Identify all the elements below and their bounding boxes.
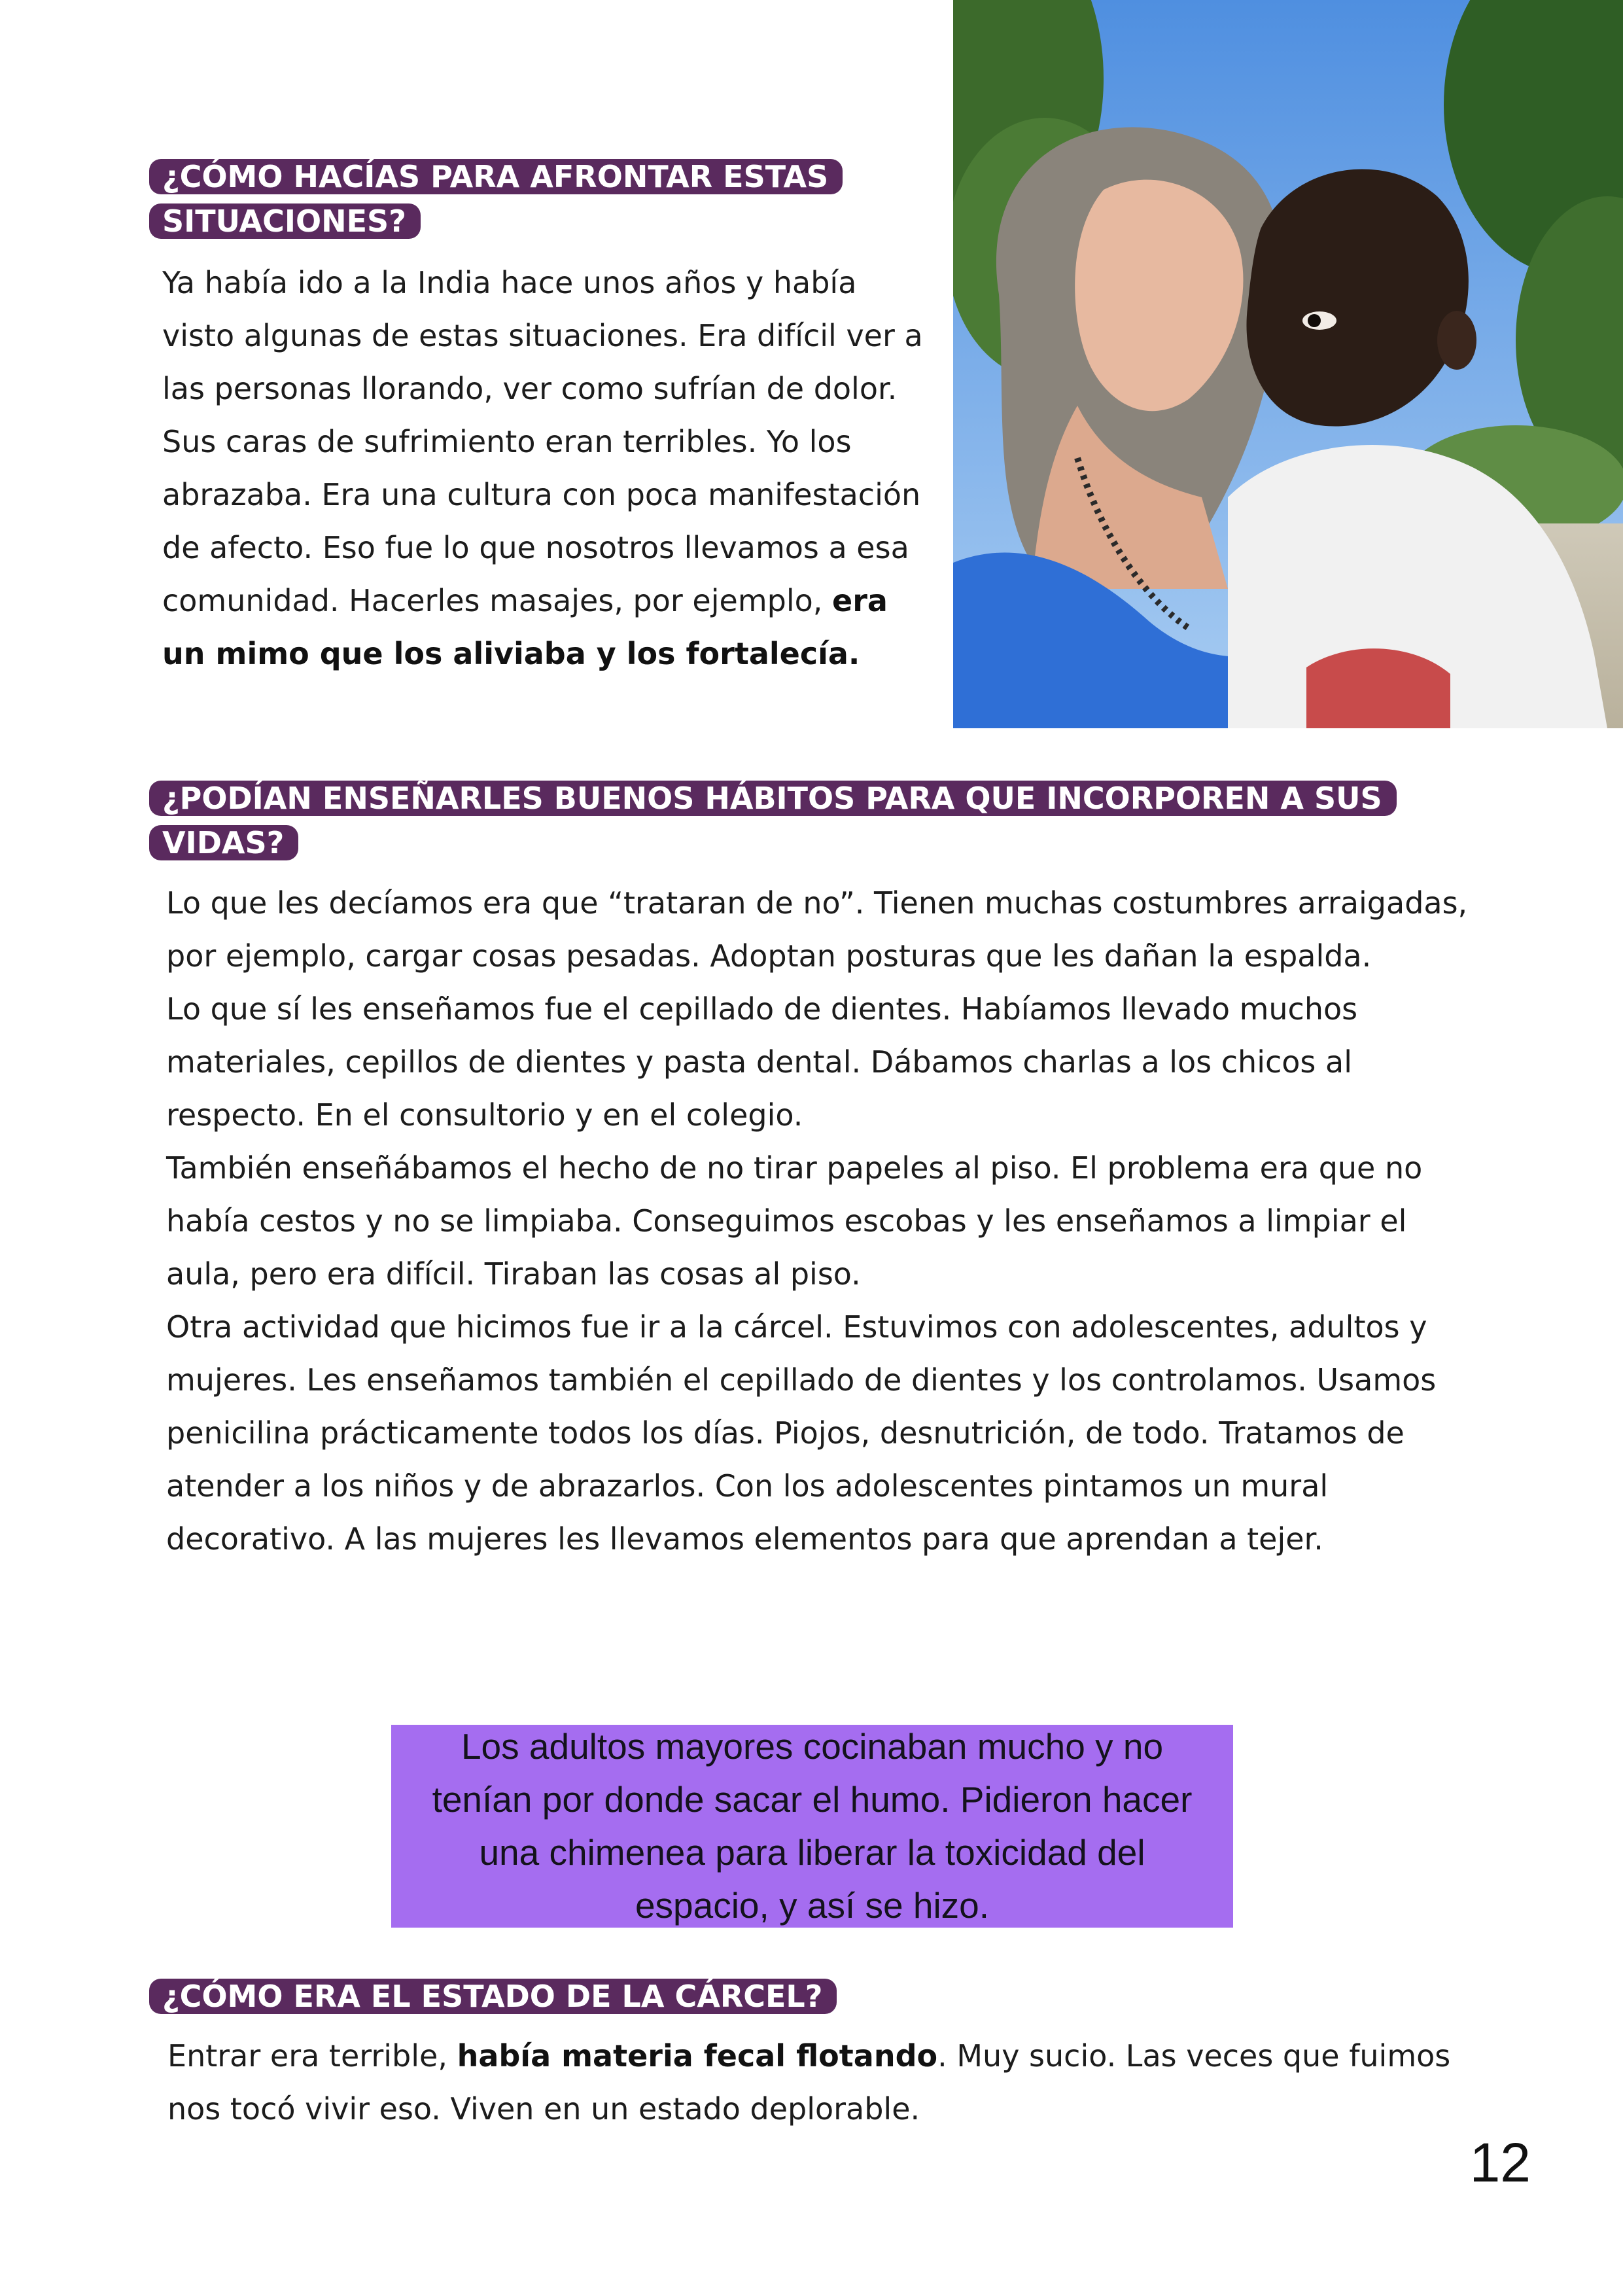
section-heading-habitos-label: ¿PODÍAN ENSEÑARLES BUENOS HÁBITOS PARA QUE INCORPOREN A SUS VIDAS?	[149, 781, 1397, 860]
answer-paragraph: Lo que les decíamos era que “trataran de no”. Tienen muchas costumbres arraigadas, por ejemplo, cargar cosas pesadas. Adoptan posturas que les dañan la espalda.	[166, 885, 1468, 974]
section-heading-afrontar	[149, 154, 882, 243]
page-number: 12	[1469, 2132, 1531, 2193]
answer-text: Ya había ido a la India hace unos años y había visto algunas de estas situaciones. Era difícil ver a las personas llorando, ver como sufrían de dolor. Sus caras de sufrimiento eran terribles. Yo los abrazaba. Era una cultura con poca manifestación de afecto. Eso fue lo que nosotros llevamos a esa comunidad. Hacerles masajes, por ejemplo,	[162, 265, 923, 618]
answer-text: Entrar era terrible,	[167, 2038, 457, 2074]
answer-emphasis: había materia fecal flotando	[457, 2038, 938, 2074]
answer-paragraph: También enseñábamos el hecho de no tirar papeles al piso. El problema era que no había cestos y no se limpiaba. Conseguimos escobas y les enseñamos a limpiar el aula, pero era difícil. Tiraban las cosas al piso.	[166, 1150, 1423, 1292]
answer-text: . Muy sucio. Las veces que fuimos nos tocó vivir eso. Viven en un estado deplorable.	[167, 2038, 1451, 2127]
photo-woman-kissing-child	[953, 0, 1623, 728]
section-answer-afrontar	[162, 256, 928, 680]
answer-emphasis: era un mimo que los aliviaba y los fortalecía.	[162, 583, 888, 671]
section-heading-habitos	[149, 776, 1457, 865]
highlight-quote-box	[391, 1725, 1233, 1928]
answer-paragraph: Otra actividad que hicimos fue ir a la cárcel. Estuvimos con adolescentes, adultos y mujeres. Les enseñamos también el cepillado de dientes y los controlamos. Usamos penicilina prácticamente todos los días. Piojos, desnutrición, de todo. Tratamos de atender a los niños y de abrazarlos. Con los adolescentes pintamos un mural decorativo. A las mujeres les llevamos elementos para que aprendan a tejer.	[166, 1309, 1437, 1557]
answer-paragraph: Lo que sí les enseñamos fue el cepillado de dientes. Habíamos llevado muchos materiales, cepillos de dientes y pasta dental. Dábamos charlas a los chicos al respecto. En el consultorio y en el colegio.	[166, 991, 1358, 1133]
section-answer-carcel	[167, 2030, 1476, 2136]
highlight-quote-text: Los adultos mayores cocinaban mucho y no tenían por donde sacar el humo. Pidieron hacer una chimenea para liberar la toxicidad del espacio, y así se hizo.	[432, 1726, 1193, 1926]
section-answer-habitos	[166, 877, 1488, 1566]
section-heading-afrontar-label: ¿CÓMO HACÍAS PARA AFRONTAR ESTAS SITUACIONES?	[149, 159, 843, 239]
section-heading-carcel	[149, 1974, 1000, 2019]
section-heading-carcel-label: ¿CÓMO ERA EL ESTADO DE LA CÁRCEL?	[149, 1979, 837, 2014]
